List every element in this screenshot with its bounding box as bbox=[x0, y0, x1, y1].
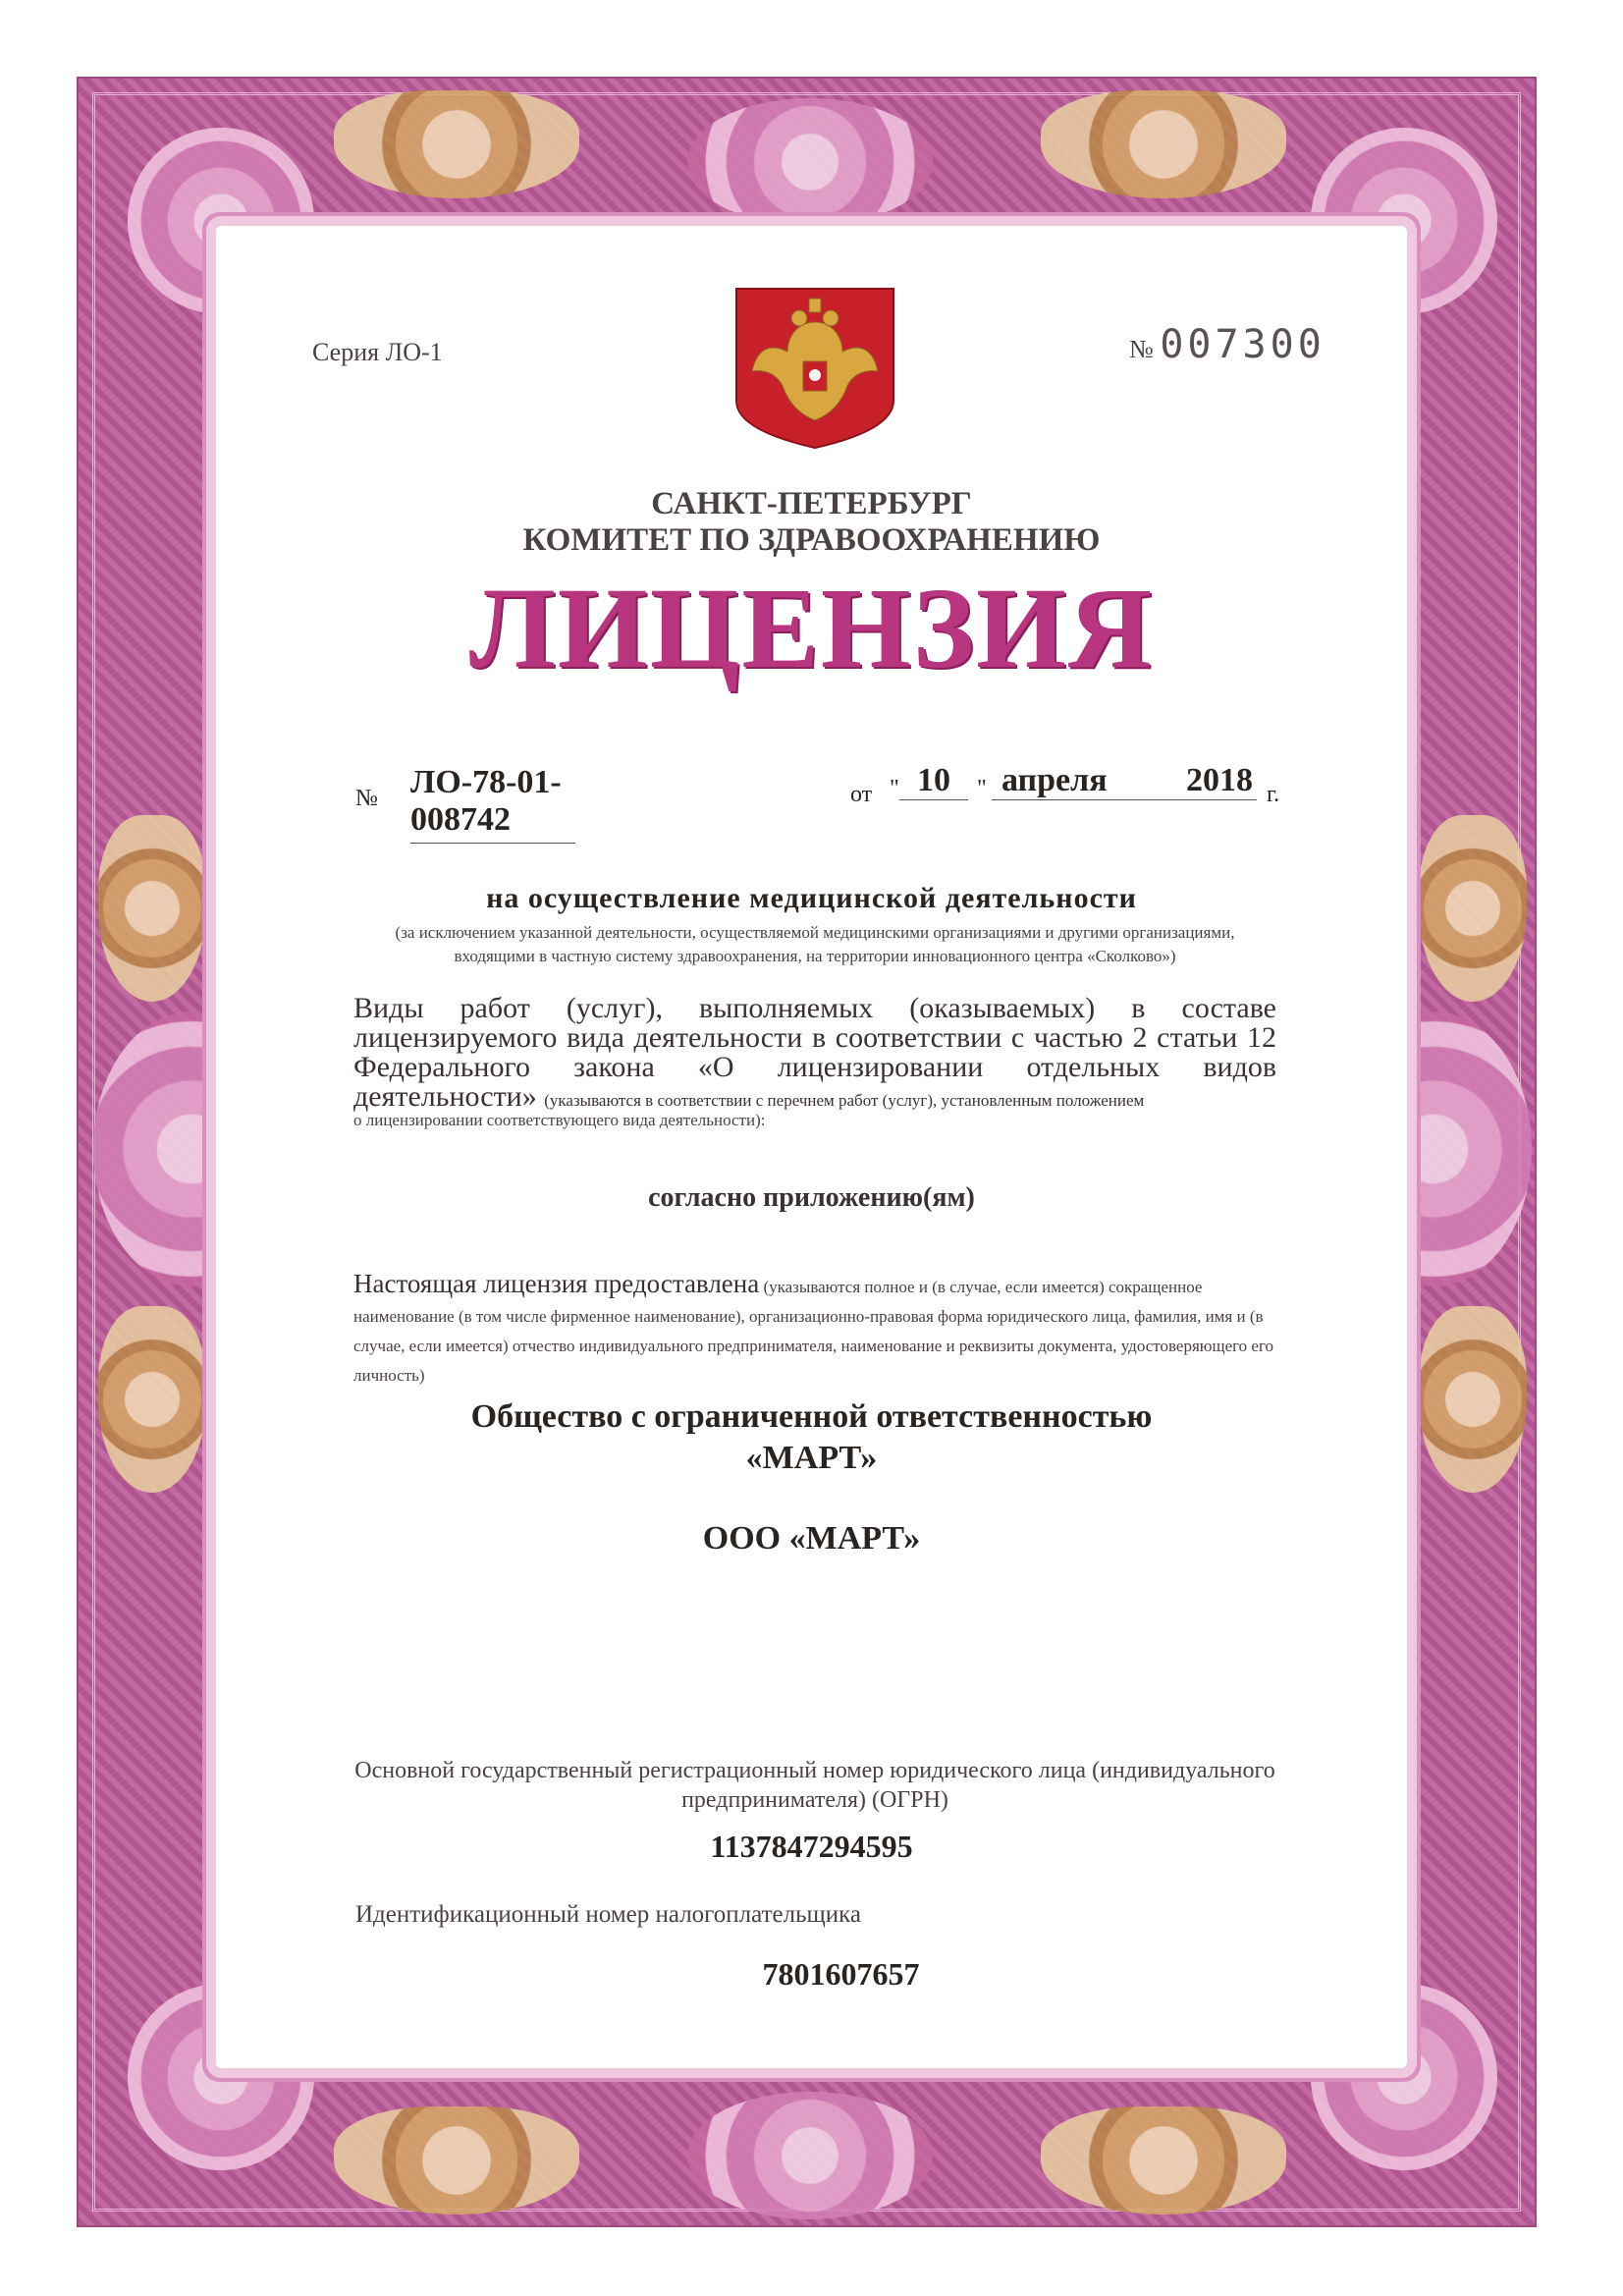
works-note-inline: (указываются в соответствии с перечнем работ (услуг), установленным положением bbox=[544, 1091, 1145, 1110]
organization-full-name bbox=[0, 1396, 1623, 1479]
inn-value: 7801607657 bbox=[762, 1956, 920, 1992]
granted-paragraph bbox=[353, 1269, 1276, 1391]
form-number bbox=[1129, 322, 1325, 367]
license-number: ЛО-78-01-008742 bbox=[410, 764, 575, 844]
license-day: 10 bbox=[899, 762, 968, 800]
activity-note: (за исключением указанной деятельности, осуществляемой медицинскими организациями и другими организациями, входящими в частную систему здравоохранения, на территории инновационного центра «Сколково») bbox=[395, 923, 1235, 965]
license-year: 2018 bbox=[1186, 762, 1253, 798]
date-quote-open: " bbox=[890, 776, 899, 801]
issuer-committee: КОМИТЕТ ПО ЗДРАВООХРАНЕНИЮ bbox=[522, 522, 1101, 558]
number-symbol: № bbox=[1129, 335, 1154, 363]
license-month: апреля bbox=[1001, 762, 1108, 798]
granted-note: (указываются полное и (в случае, если имеется) сокращенное наименование (в том числе фирменное наименование), организационно-правовая форма юридического лица, фамилия, имя и (в случае, если имеется) отчество индивидуального предпринимателя, наименование и реквизиты документа, удостоверяющего его личность) bbox=[353, 1278, 1274, 1385]
activity-title: на осуществление медицинской деятельности bbox=[486, 882, 1137, 914]
document-title: ЛИЦЕНЗИЯ bbox=[468, 564, 1155, 692]
form-number-digits: 007300 bbox=[1160, 322, 1325, 367]
works-note: о лицензировании соответствующего вида деятельности): bbox=[353, 1111, 766, 1129]
works-paragraph bbox=[353, 994, 1276, 1116]
inn-label: Идентификационный номер налогоплательщика bbox=[355, 1901, 862, 1928]
organization-full-line2: «МАРТ» bbox=[745, 1440, 878, 1476]
works-text: Виды работ (услуг), выполняемых (оказываемых) в составе лицензируемого вида деятельности в соответствии с частью 2 статьи 12 Федерального закона «О лицензировании отдельных видов деятельности» bbox=[353, 992, 1276, 1113]
granted-lead: Настоящая лицензия предоставлена bbox=[353, 1269, 760, 1298]
license-month-year bbox=[992, 762, 1257, 800]
issuer-city: САНКТ-ПЕТЕРБУРГ bbox=[651, 486, 972, 521]
organization-full-line1: Общество с ограниченной ответственностью bbox=[470, 1398, 1153, 1435]
series-label: Серия ЛО-1 bbox=[312, 338, 443, 366]
license-number-symbol: № bbox=[355, 786, 378, 811]
russian-coat-of-arms-icon bbox=[729, 283, 901, 452]
date-quote-close: " bbox=[977, 776, 987, 801]
works-value: согласно приложению(ям) bbox=[648, 1182, 975, 1213]
organization-short-name: ООО «МАРТ» bbox=[702, 1520, 921, 1557]
year-suffix: г. bbox=[1267, 782, 1280, 807]
date-from-label: от bbox=[850, 782, 873, 807]
ogrn-label: Основной государственный регистрационный номер юридического лица (индивидуального предпринимателя) (ОГРН) bbox=[354, 1758, 1275, 1813]
ogrn-value: 1137847294595 bbox=[710, 1829, 913, 1864]
